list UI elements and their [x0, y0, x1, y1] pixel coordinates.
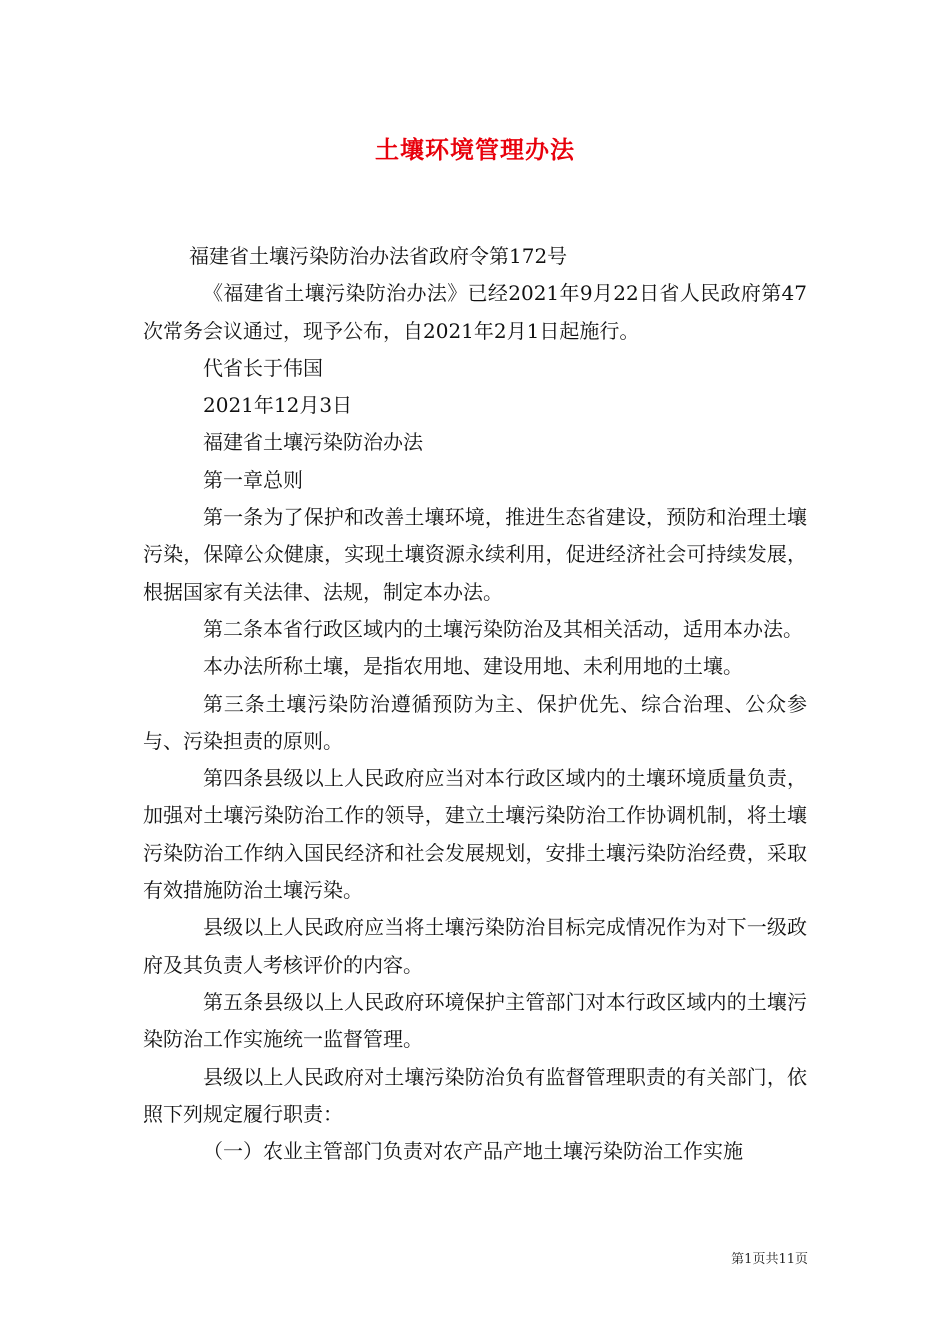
paragraph-date: 2021年12月3日 [203, 393, 353, 418]
paragraph-soil-definition: 本办法所称土壤，是指农用地、建设用地、未利用地的土壤。 [203, 654, 743, 679]
paragraph-decree-heading: 福建省土壤污染防治办法省政府令第172号 [189, 244, 568, 268]
paragraph-chapter-heading: 第一章总则 [203, 467, 303, 492]
paragraph-article-2: 第二条本省行政区域内的土壤污染防治及其相关活动，适用本办法。 [203, 616, 803, 641]
paragraph-article-5-departments: 县级以上人民政府对土壤污染防治负有监督管理职责的有关部门，依照下列规定履行职责： [143, 1064, 807, 1126]
paragraph-article-5: 第五条县级以上人民政府环境保护主管部门对本行政区域内的土壤污染防治工作实施统一监督管理。 [143, 989, 807, 1052]
paragraph-article-4-evaluation: 县级以上人民政府应当将土壤污染防治目标完成情况作为对下一级政府及其负责人考核评价的内容。 [143, 915, 807, 977]
page-number-label: 第1页共11页 [731, 1252, 808, 1267]
paragraph-signatory: 代省长于伟国 [203, 355, 323, 380]
paragraph-regulation-title: 福建省土壤污染防治办法 [203, 430, 423, 455]
paragraph-article-1: 第一条为了保护和改善土壤环境，推进生态省建设，预防和治理土壤污染，保障公众健康，实现土壤资源永续利用，促进经济社会可持续发展，根据国家有关法律、法规，制定本办法。 [143, 505, 807, 604]
document-title: 土壤环境管理办法 [375, 135, 575, 164]
paragraph-article-3: 第三条土壤污染防治遵循预防为主、保护优先、综合治理、公众参与、污染担责的原则。 [143, 691, 807, 753]
page-footer [0, 1251, 808, 1269]
paragraph-article-4: 第四条县级以上人民政府应当对本行政区域内的土壤环境质量负责，加强对土壤污染防治工作的领导，建立土壤污染防治工作协调机制，将土壤污染防治工作纳入国民经济和社会发展规划，安排土壤污染防治经费，采取有效措施防治土壤污染。 [143, 766, 807, 903]
paragraph-promulgation: 《福建省土壤污染防治办法》已经2021年9月22日省人民政府第47次常务会议通过，现予公布，自2021年2月1日起施行。 [143, 281, 807, 343]
paragraph-item-1: （一）农业主管部门负责对农产品产地土壤污染防治工作实施 [203, 1139, 743, 1164]
document-body [143, 238, 807, 1170]
